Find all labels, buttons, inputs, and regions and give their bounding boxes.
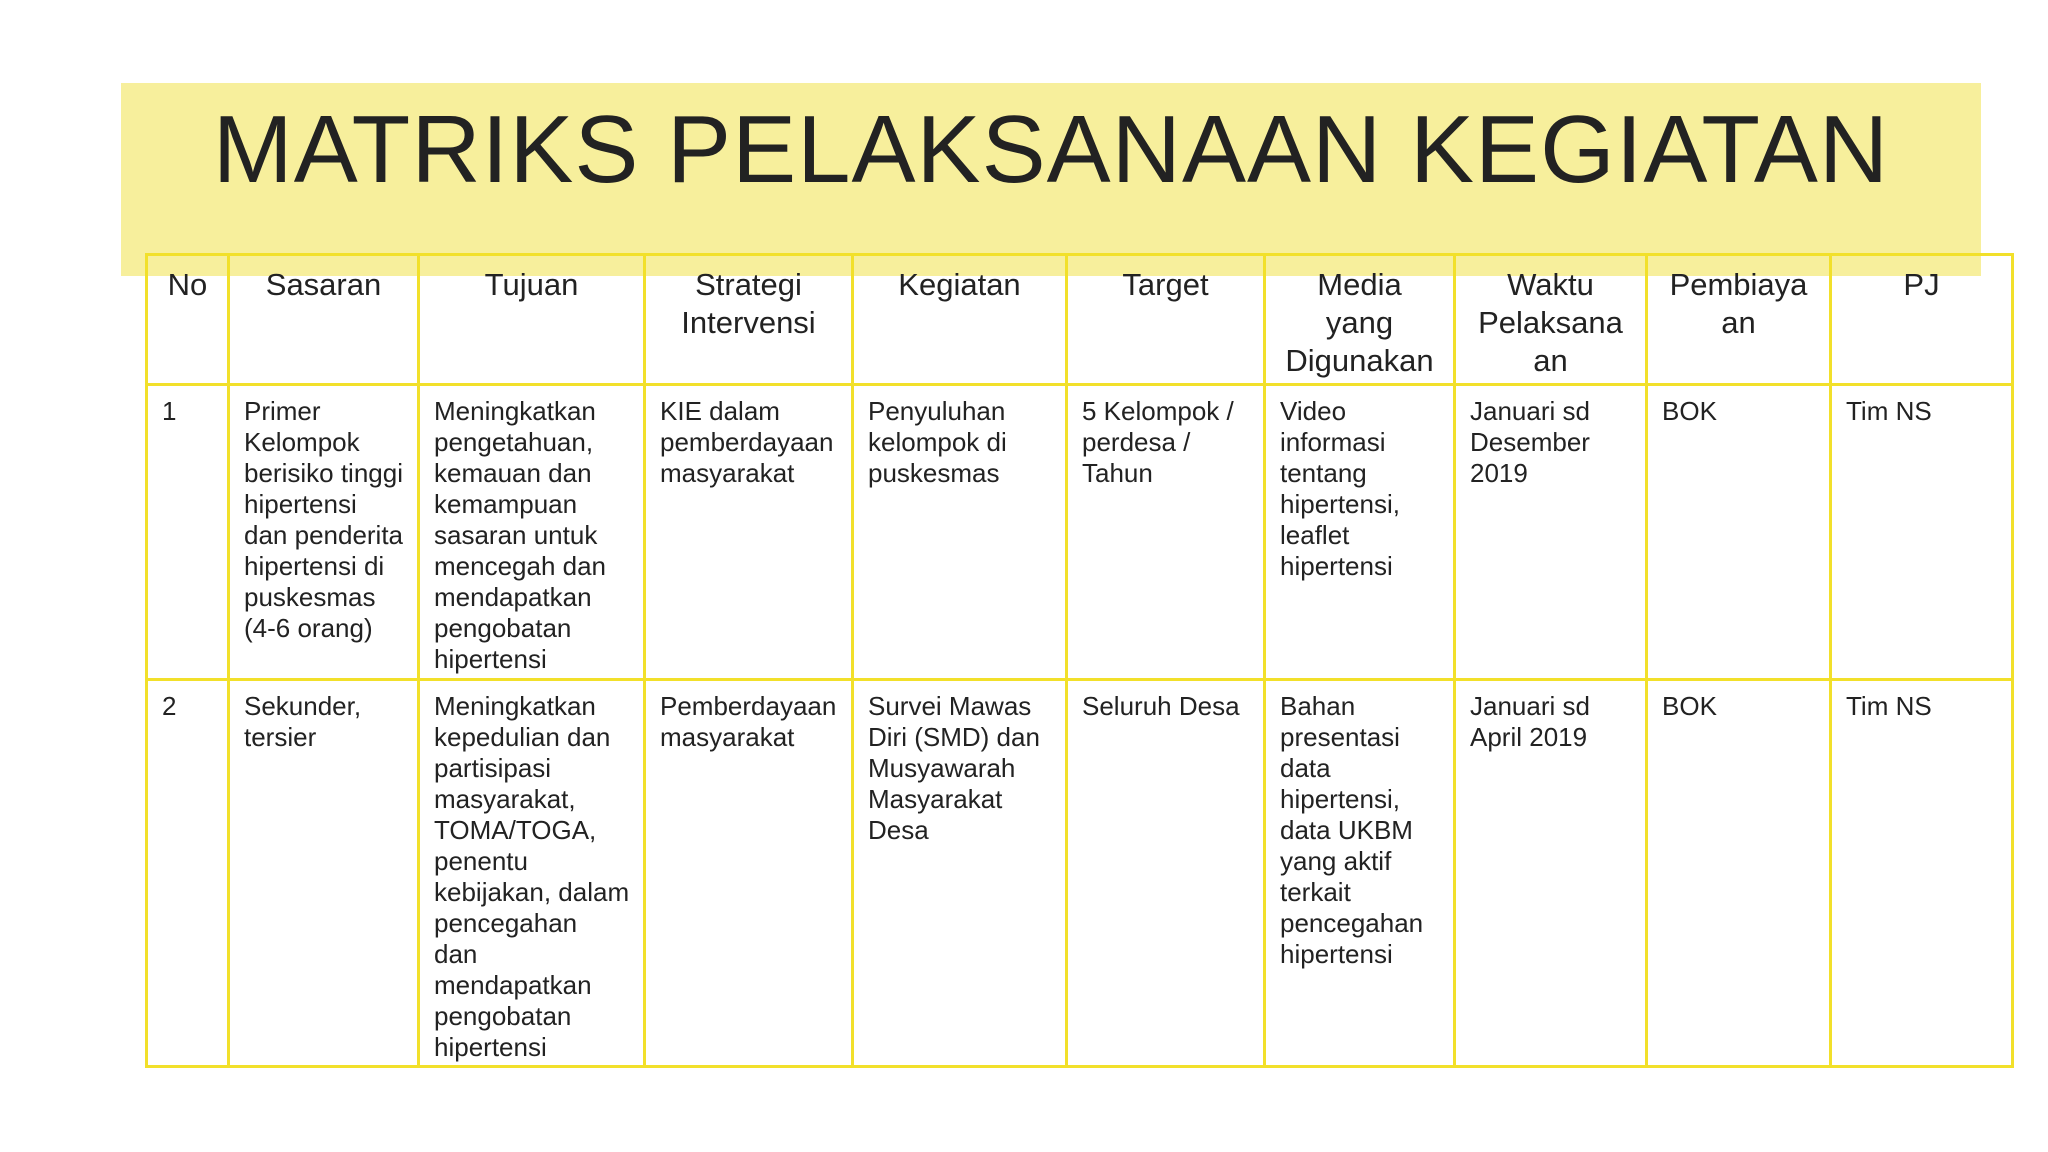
table-row: [147, 680, 2013, 1067]
cell-pembiayaan: BOK: [1647, 385, 1831, 680]
table-header-row: [147, 255, 2013, 385]
header-no: No: [147, 255, 229, 385]
header-pembiayaan: Pembiaya an: [1647, 255, 1831, 385]
header-kegiatan: Kegiatan: [853, 255, 1067, 385]
cell-media: Bahan presentasi data hipertensi, data UKBM yang aktif terkait pencegahan hipertensi: [1265, 680, 1455, 1067]
header-target: Target: [1067, 255, 1265, 385]
header-media: Media yang Digunakan: [1265, 255, 1455, 385]
table-row: [147, 385, 2013, 680]
cell-strategi: KIE dalam pemberdayaan masyarakat: [645, 385, 853, 680]
cell-target: 5 Kelompok / perdesa / Tahun: [1067, 385, 1265, 680]
cell-sasaran: Primer Kelompok berisiko tinggi hipertensi dan penderita hipertensi di puskesmas (4-6 orang): [229, 385, 419, 680]
header-waktu: Waktu Pelaksana an: [1455, 255, 1647, 385]
cell-sasaran: Sekunder, tersier: [229, 680, 419, 1067]
header-pj: PJ: [1831, 255, 2013, 385]
cell-strategi: Pemberdayaan masyarakat: [645, 680, 853, 1067]
cell-waktu: Januari sd April 2019: [1455, 680, 1647, 1067]
cell-tujuan: Meningkatkan pengetahuan, kemauan dan kemampuan sasaran untuk mencegah dan mendapatkan pengobatan hipertensi: [419, 385, 645, 680]
cell-pj: Tim NS: [1831, 680, 2013, 1067]
page-title: MATRIKS PELAKSANAAN KEGIATAN: [212, 96, 1890, 203]
implementation-matrix-table: [145, 253, 2014, 1068]
header-tujuan: Tujuan: [419, 255, 645, 385]
cell-kegiatan: Survei Mawas Diri (SMD) dan Musyawarah Masyarakat Desa: [853, 680, 1067, 1067]
header-strategi: Strategi Intervensi: [645, 255, 853, 385]
cell-waktu: Januari sd Desember 2019: [1455, 385, 1647, 680]
cell-no: 1: [147, 385, 229, 680]
cell-target: Seluruh Desa: [1067, 680, 1265, 1067]
cell-no: 2: [147, 680, 229, 1067]
cell-kegiatan: Penyuluhan kelompok di puskesmas: [853, 385, 1067, 680]
cell-pj: Tim NS: [1831, 385, 2013, 680]
cell-pembiayaan: BOK: [1647, 680, 1831, 1067]
header-sasaran: Sasaran: [229, 255, 419, 385]
cell-tujuan: Meningkatkan kepedulian dan partisipasi masyarakat, TOMA/TOGA, penentu kebijakan, dalam pencegahan dan mendapatkan pengobatan hipertensi: [419, 680, 645, 1067]
cell-media: Video informasi tentang hipertensi, leaflet hipertensi: [1265, 385, 1455, 680]
